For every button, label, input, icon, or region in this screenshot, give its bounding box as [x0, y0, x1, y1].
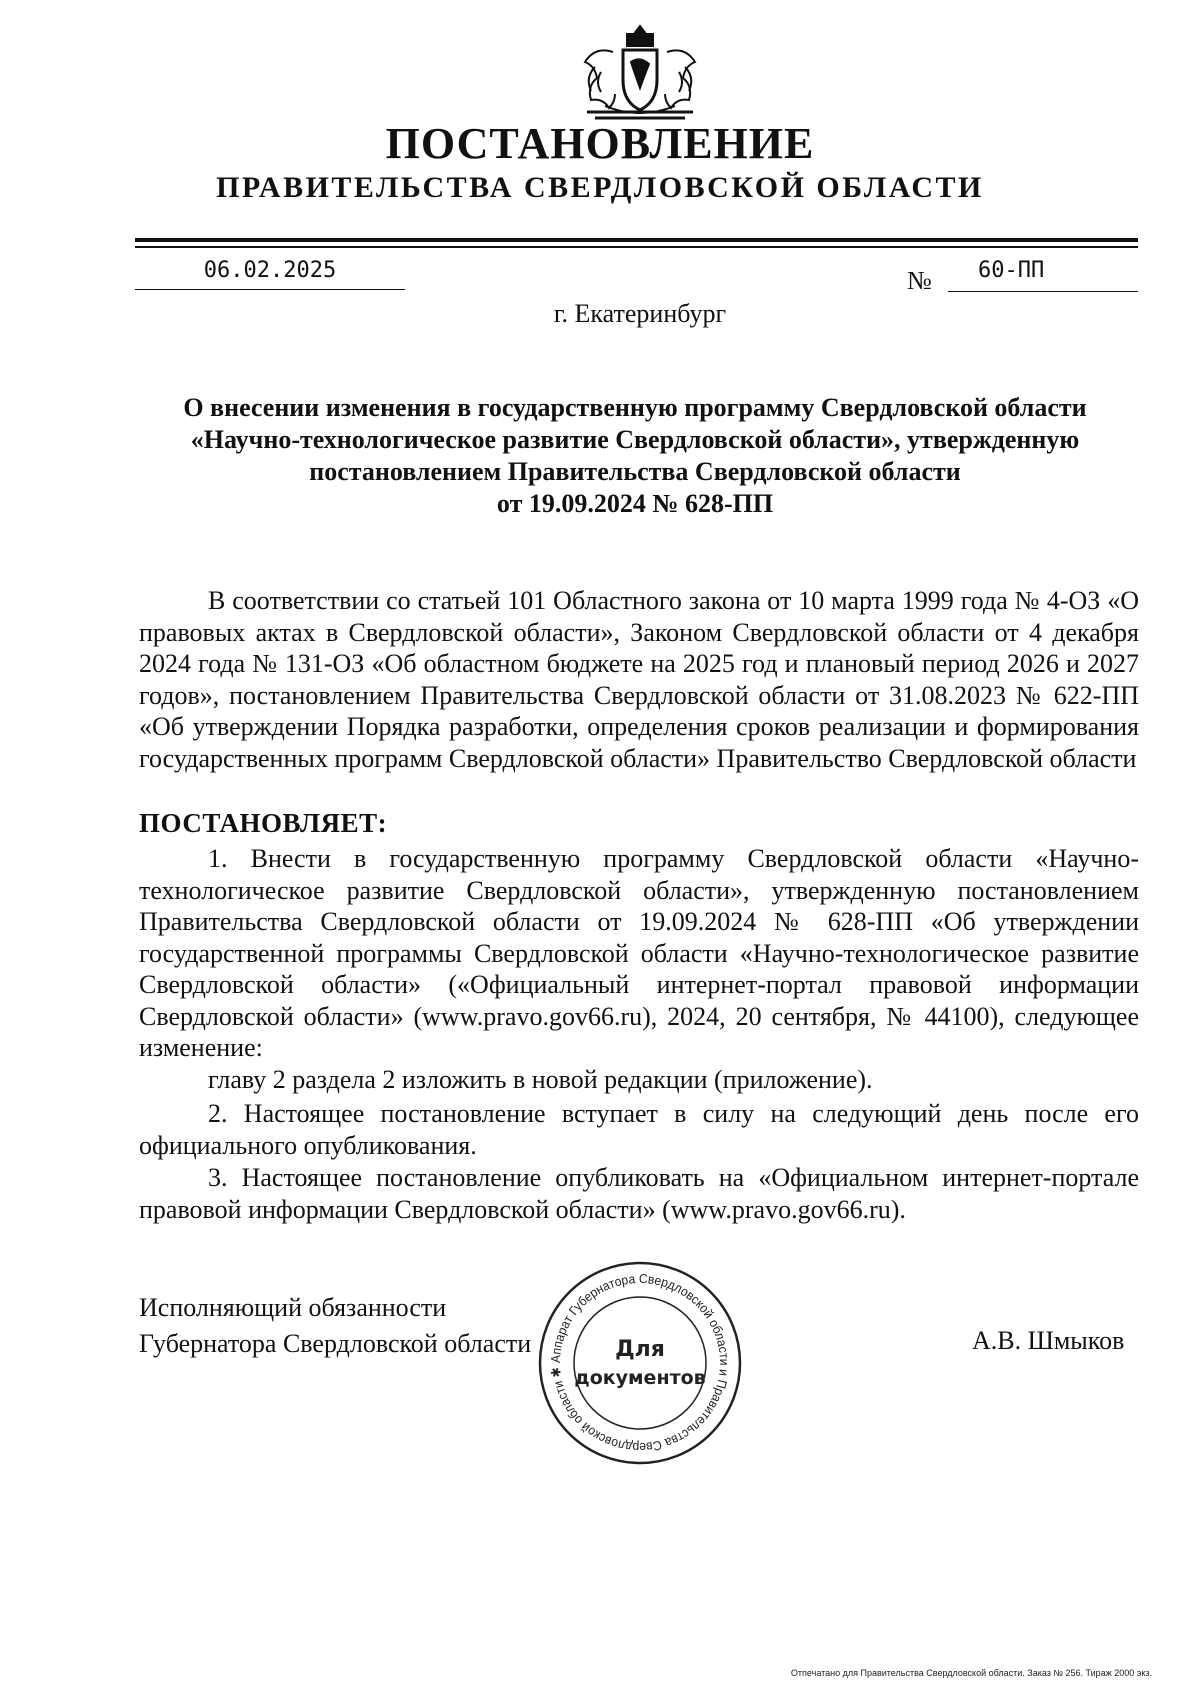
item-2-paragraph: 2. Настоящее постановление вступает в силу на следующий день после его официального опубликования.: [139, 1099, 1139, 1160]
resolves-heading: ПОСТАНОВЛЯЕТ:: [139, 808, 388, 838]
signatory-position-line: Исполняющий обязанности: [139, 1293, 447, 1322]
item-3-paragraph: 3. Настоящее постановление опубликовать на «Официальном интернет-портале правовой информации Свердловской области» (www.pravo.gov66.ru).: [139, 1163, 1139, 1224]
number-sign: №: [907, 266, 932, 295]
header-rule-thin: [135, 246, 1138, 248]
signatory-position-line: Губернатора Свердловской области: [139, 1329, 532, 1358]
preamble-paragraph: В соответствии со статьей 101 Областного закона от 10 марта 1999 года № 4-ОЗ «О правовых актах в Свердловской области», Законом Свердловской области от 4 декабря 2024 года № 131-ОЗ «Об областном бюджете на 2025 год и плановый период 2026 и 2027 годов», постановлением Правительства Свердловской области от 31.08.2023 № 622-ПП «Об утверждении Порядка разработки, определения сроков реализации и формирования государственных программ Свердловской области» Правительство Свердловской области: [139, 586, 1139, 773]
document-title: [130, 392, 1140, 520]
signatory-name: А.В. Шмыков: [972, 1326, 1125, 1355]
item-1-paragraph: 1. Внести в государственную программу Свердловской области «Научно-технологическое развитие Свердловской области», утвержденную постановлением Правительства Свердловской области от 19.09.2024 № 628-ПП «Об утверждении государственной программы Свердловской области «Научно-технологическое развитие Свердловской области» («Официальный интернет-портал правовой информации Свердловской области» (www.pravo.gov66.ru), 2024, 20 сентября, № 44100), следующее изменение:: [139, 844, 1139, 1062]
coat-of-arms-icon: [565, 22, 715, 127]
stamp-center-line: Для: [615, 1337, 665, 1362]
document-date: 06.02.2025: [203, 258, 337, 283]
number-underline: [948, 291, 1138, 292]
title-line: «Научно-технологическое развитие Свердловской области», утвержденную: [190, 425, 1080, 454]
issuer-heading: ПРАВИТЕЛЬСТВА СВЕРДЛОВСКОЙ ОБЛАСТИ: [216, 171, 984, 204]
title-line: постановлением Правительства Свердловской области: [309, 457, 961, 486]
header-rule-thick: [135, 238, 1138, 242]
stamp-center-line: документов: [574, 1367, 706, 1389]
city: г. Екатеринбург: [553, 299, 727, 328]
office-stamp: [535, 1258, 745, 1468]
signatory-position: [139, 1290, 531, 1362]
printer-note: Отпечатано для Правительства Свердловской области. Заказ № 256. Тираж 2000 экз.: [790, 1668, 1152, 1678]
date-underline: [135, 289, 405, 290]
item-1-change-paragraph: главу 2 раздела 2 изложить в новой редакции (приложение).: [208, 1065, 873, 1094]
stamp-ring-text: Аппарат Губернатора Свердловской области и Правительства Свердловской области ✱: [547, 1270, 733, 1456]
document-number: 60-ПП: [978, 258, 1045, 283]
title-line: от 19.09.2024 № 628-ПП: [496, 489, 774, 518]
title-line: О внесении изменения в государственную программу Свердловской области: [183, 393, 1087, 422]
document-type-heading: ПОСТАНОВЛЕНИЕ: [385, 119, 815, 168]
